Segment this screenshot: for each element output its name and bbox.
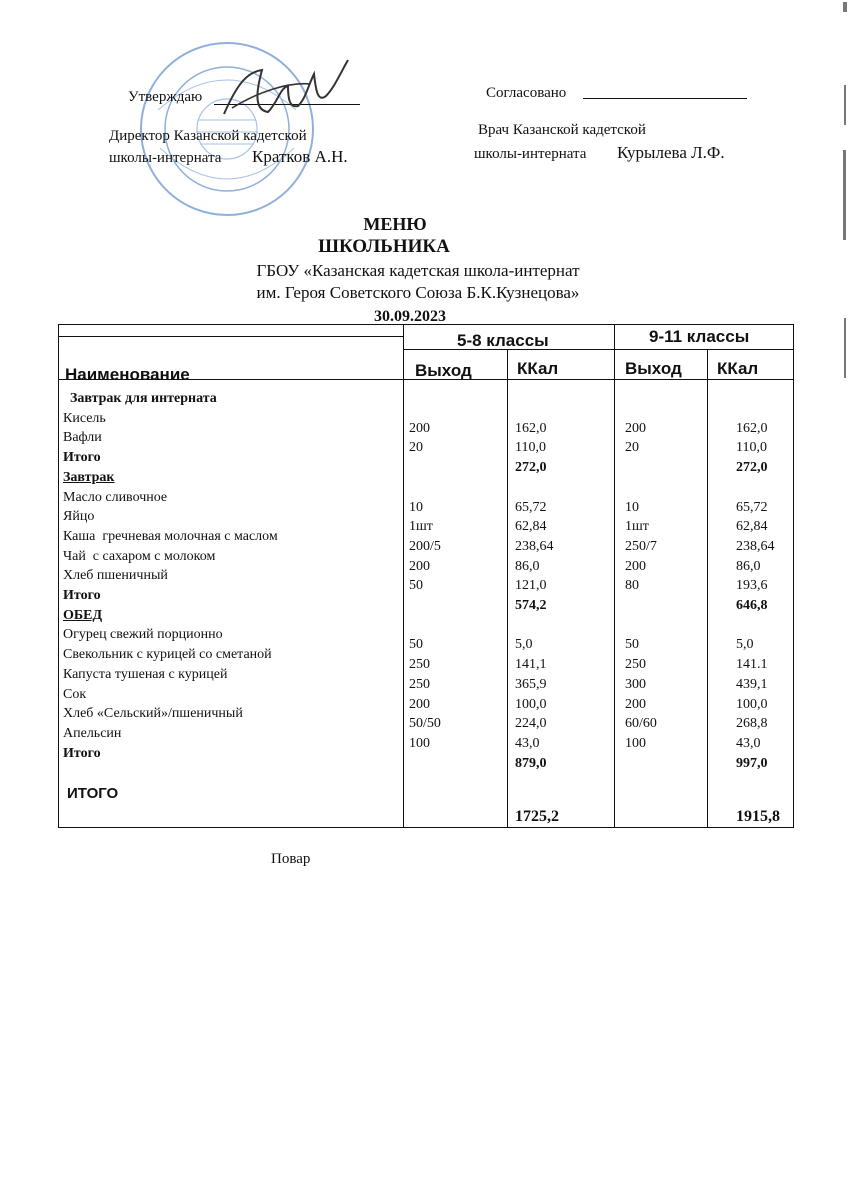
cell-kcal	[515, 616, 611, 636]
group-9-11-header: 9-11 классы	[649, 327, 750, 346]
cell-kcal: 86,0	[515, 558, 540, 574]
cell-kcal: 238,64	[736, 538, 775, 554]
cell-kcal: 224,0	[515, 716, 547, 732]
menu-table	[58, 324, 794, 828]
cell-kcal: 141,1	[515, 657, 547, 673]
dish-name: Каша гречневая молочная с маслом	[63, 528, 278, 544]
cell-kcal-subtotal: 272,0	[736, 460, 768, 476]
col-kcal-header-2: ККал	[717, 359, 759, 378]
cell-kcal: 100,0	[736, 696, 768, 712]
grand-total-9-11: 1915,8	[736, 808, 780, 825]
cell-kcal	[736, 616, 792, 636]
cell-output: 300	[625, 676, 646, 692]
cell-kcal: 86,0	[736, 558, 761, 574]
cell-output: 200/5	[409, 538, 441, 554]
cell-kcal: 110,0	[736, 440, 767, 456]
cell-output: 20	[625, 440, 639, 456]
cell-kcal-subtotal: 574,2	[515, 598, 547, 614]
dish-name: Чай с сахаром с молоком	[63, 548, 216, 564]
cell-output	[625, 478, 705, 498]
col-kcal-1	[515, 399, 611, 773]
scan-edge-marks	[831, 0, 849, 1200]
cell-output: 10	[409, 499, 423, 515]
cell-kcal	[736, 478, 792, 498]
subtotal-label: Итого	[63, 745, 101, 761]
section-title: Завтрак	[63, 469, 115, 485]
director-name: Кратков А.Н.	[252, 147, 348, 166]
cell-kcal: 65,72	[736, 499, 768, 515]
cell-kcal: 162,0	[736, 420, 768, 436]
cell-output: 1шт	[409, 519, 433, 535]
group-5-8-header: 5-8 классы	[457, 331, 549, 350]
cell-kcal: 193,6	[736, 578, 768, 594]
col-kcal-2	[736, 399, 792, 773]
col-output-header-1: Выход	[415, 361, 472, 380]
cell-output: 200	[625, 558, 646, 574]
cell-output	[409, 596, 501, 616]
cell-output: 200	[625, 696, 646, 712]
cell-output	[409, 478, 501, 498]
cell-kcal-subtotal: 646,8	[736, 598, 768, 614]
cell-kcal-subtotal: 272,0	[515, 460, 547, 476]
cell-kcal: 43,0	[736, 735, 761, 751]
cell-output: 250	[625, 657, 646, 673]
cell-kcal: 62,84	[515, 519, 547, 535]
cell-output: 250	[409, 657, 430, 673]
cell-kcal: 162,0	[515, 420, 547, 436]
school-name-line1: ГБОУ «Казанская кадетская школа-интернат	[256, 261, 580, 280]
col-kcal-header-1: ККал	[517, 359, 559, 378]
cell-kcal: 141.1	[736, 657, 768, 673]
doctor-name: Курылева Л.Ф.	[617, 143, 725, 162]
cell-output: 100	[409, 735, 430, 751]
col-divider	[403, 325, 404, 827]
title-pupil: ШКОЛЬНИКА	[318, 236, 450, 257]
dish-name: Свекольник с курицей со сметаной	[63, 647, 272, 663]
cell-output	[409, 616, 501, 636]
cell-output: 1шт	[625, 519, 649, 535]
dish-name: Вафли	[63, 430, 102, 446]
cell-kcal: 100,0	[515, 696, 547, 712]
col-names	[63, 389, 401, 763]
title-menu: МЕНЮ	[363, 214, 427, 234]
cell-kcal: 5,0	[515, 637, 533, 653]
cell-kcal: 121,0	[515, 578, 547, 594]
grand-total-5-8: 1725,2	[515, 808, 559, 825]
cell-output: 50	[625, 637, 639, 653]
cell-output: 50	[409, 637, 423, 653]
cell-output: 10	[625, 499, 639, 515]
dish-name: Хлеб «Сельский»/пшеничный	[63, 706, 243, 722]
dish-name: Сок	[63, 686, 87, 702]
cell-kcal: 5,0	[736, 637, 754, 653]
cell-output: 60/60	[625, 716, 657, 732]
dish-name: Кисель	[63, 410, 106, 426]
cell-kcal-subtotal: 879,0	[515, 755, 547, 771]
col-output-header-2: Выход	[625, 359, 682, 378]
cell-output	[625, 596, 705, 616]
cell-output	[625, 616, 705, 636]
cell-output: 200	[625, 420, 646, 436]
col-divider	[707, 349, 708, 827]
cell-kcal	[736, 399, 792, 419]
cell-output: 200	[409, 420, 430, 436]
cell-kcal: 110,0	[515, 440, 546, 456]
school-name-line2: им. Героя Советского Союза Б.К.Кузнецова»	[256, 283, 580, 302]
col-name-header: Наименование	[65, 365, 190, 384]
cell-kcal: 365,9	[515, 676, 547, 692]
cell-output	[409, 399, 501, 419]
grand-total-label: ИТОГО	[67, 785, 119, 802]
agreed-label: Согласовано	[486, 85, 567, 101]
cell-output: 20	[409, 440, 423, 456]
cell-kcal-subtotal: 997,0	[736, 755, 768, 771]
section-title: Завтрак для интерната	[63, 391, 217, 406]
cell-output: 200	[409, 696, 430, 712]
cell-output: 100	[625, 735, 646, 751]
section-title: ОБЕД	[63, 607, 103, 623]
cell-output: 200	[409, 558, 430, 574]
cell-kcal: 238,64	[515, 538, 554, 554]
doctor-line1: Врач Казанской кадетской	[478, 122, 646, 138]
dish-name: Капуста тушеная с курицей	[63, 666, 228, 682]
doctor-line2: школы-интерната	[474, 146, 587, 162]
dish-name: Апельсин	[63, 725, 122, 741]
cell-kcal: 65,72	[515, 499, 547, 515]
cell-output	[409, 458, 501, 478]
cell-output	[625, 458, 705, 478]
agreed-signature-line	[583, 98, 747, 99]
cell-kcal: 268,8	[736, 716, 768, 732]
approve-label: Утверждаю	[128, 89, 203, 105]
cell-kcal	[515, 478, 611, 498]
cell-kcal: 62,84	[736, 519, 768, 535]
col-divider	[507, 349, 508, 827]
subtotal-label: Итого	[63, 450, 101, 466]
cell-output: 50	[409, 578, 423, 594]
subtotal-label: Итого	[63, 588, 101, 604]
cook-label: Повар	[271, 851, 311, 867]
cell-output: 50/50	[409, 716, 441, 732]
dish-name: Хлеб пшеничный	[63, 568, 168, 584]
cell-kcal	[515, 399, 611, 419]
cell-output: 250	[409, 676, 430, 692]
cell-output: 80	[625, 578, 639, 594]
cell-output: 250/7	[625, 538, 657, 554]
cell-kcal: 43,0	[515, 735, 540, 751]
col-divider	[614, 325, 615, 827]
menu-date: 30.09.2023	[374, 308, 446, 325]
dish-name: Масло сливочное	[63, 489, 168, 505]
signature-mark-icon	[218, 52, 368, 132]
col-output-1	[409, 399, 501, 754]
row-divider	[59, 336, 403, 337]
director-line2: школы-интерната	[109, 150, 222, 166]
director-line1: Директор Казанской кадетской	[109, 128, 307, 144]
dish-name: Яйцо	[63, 509, 95, 525]
cell-output	[625, 399, 705, 419]
col-output-2	[625, 399, 705, 754]
cell-kcal: 439,1	[736, 676, 768, 692]
dish-name: Огурец свежий порционно	[63, 627, 223, 643]
